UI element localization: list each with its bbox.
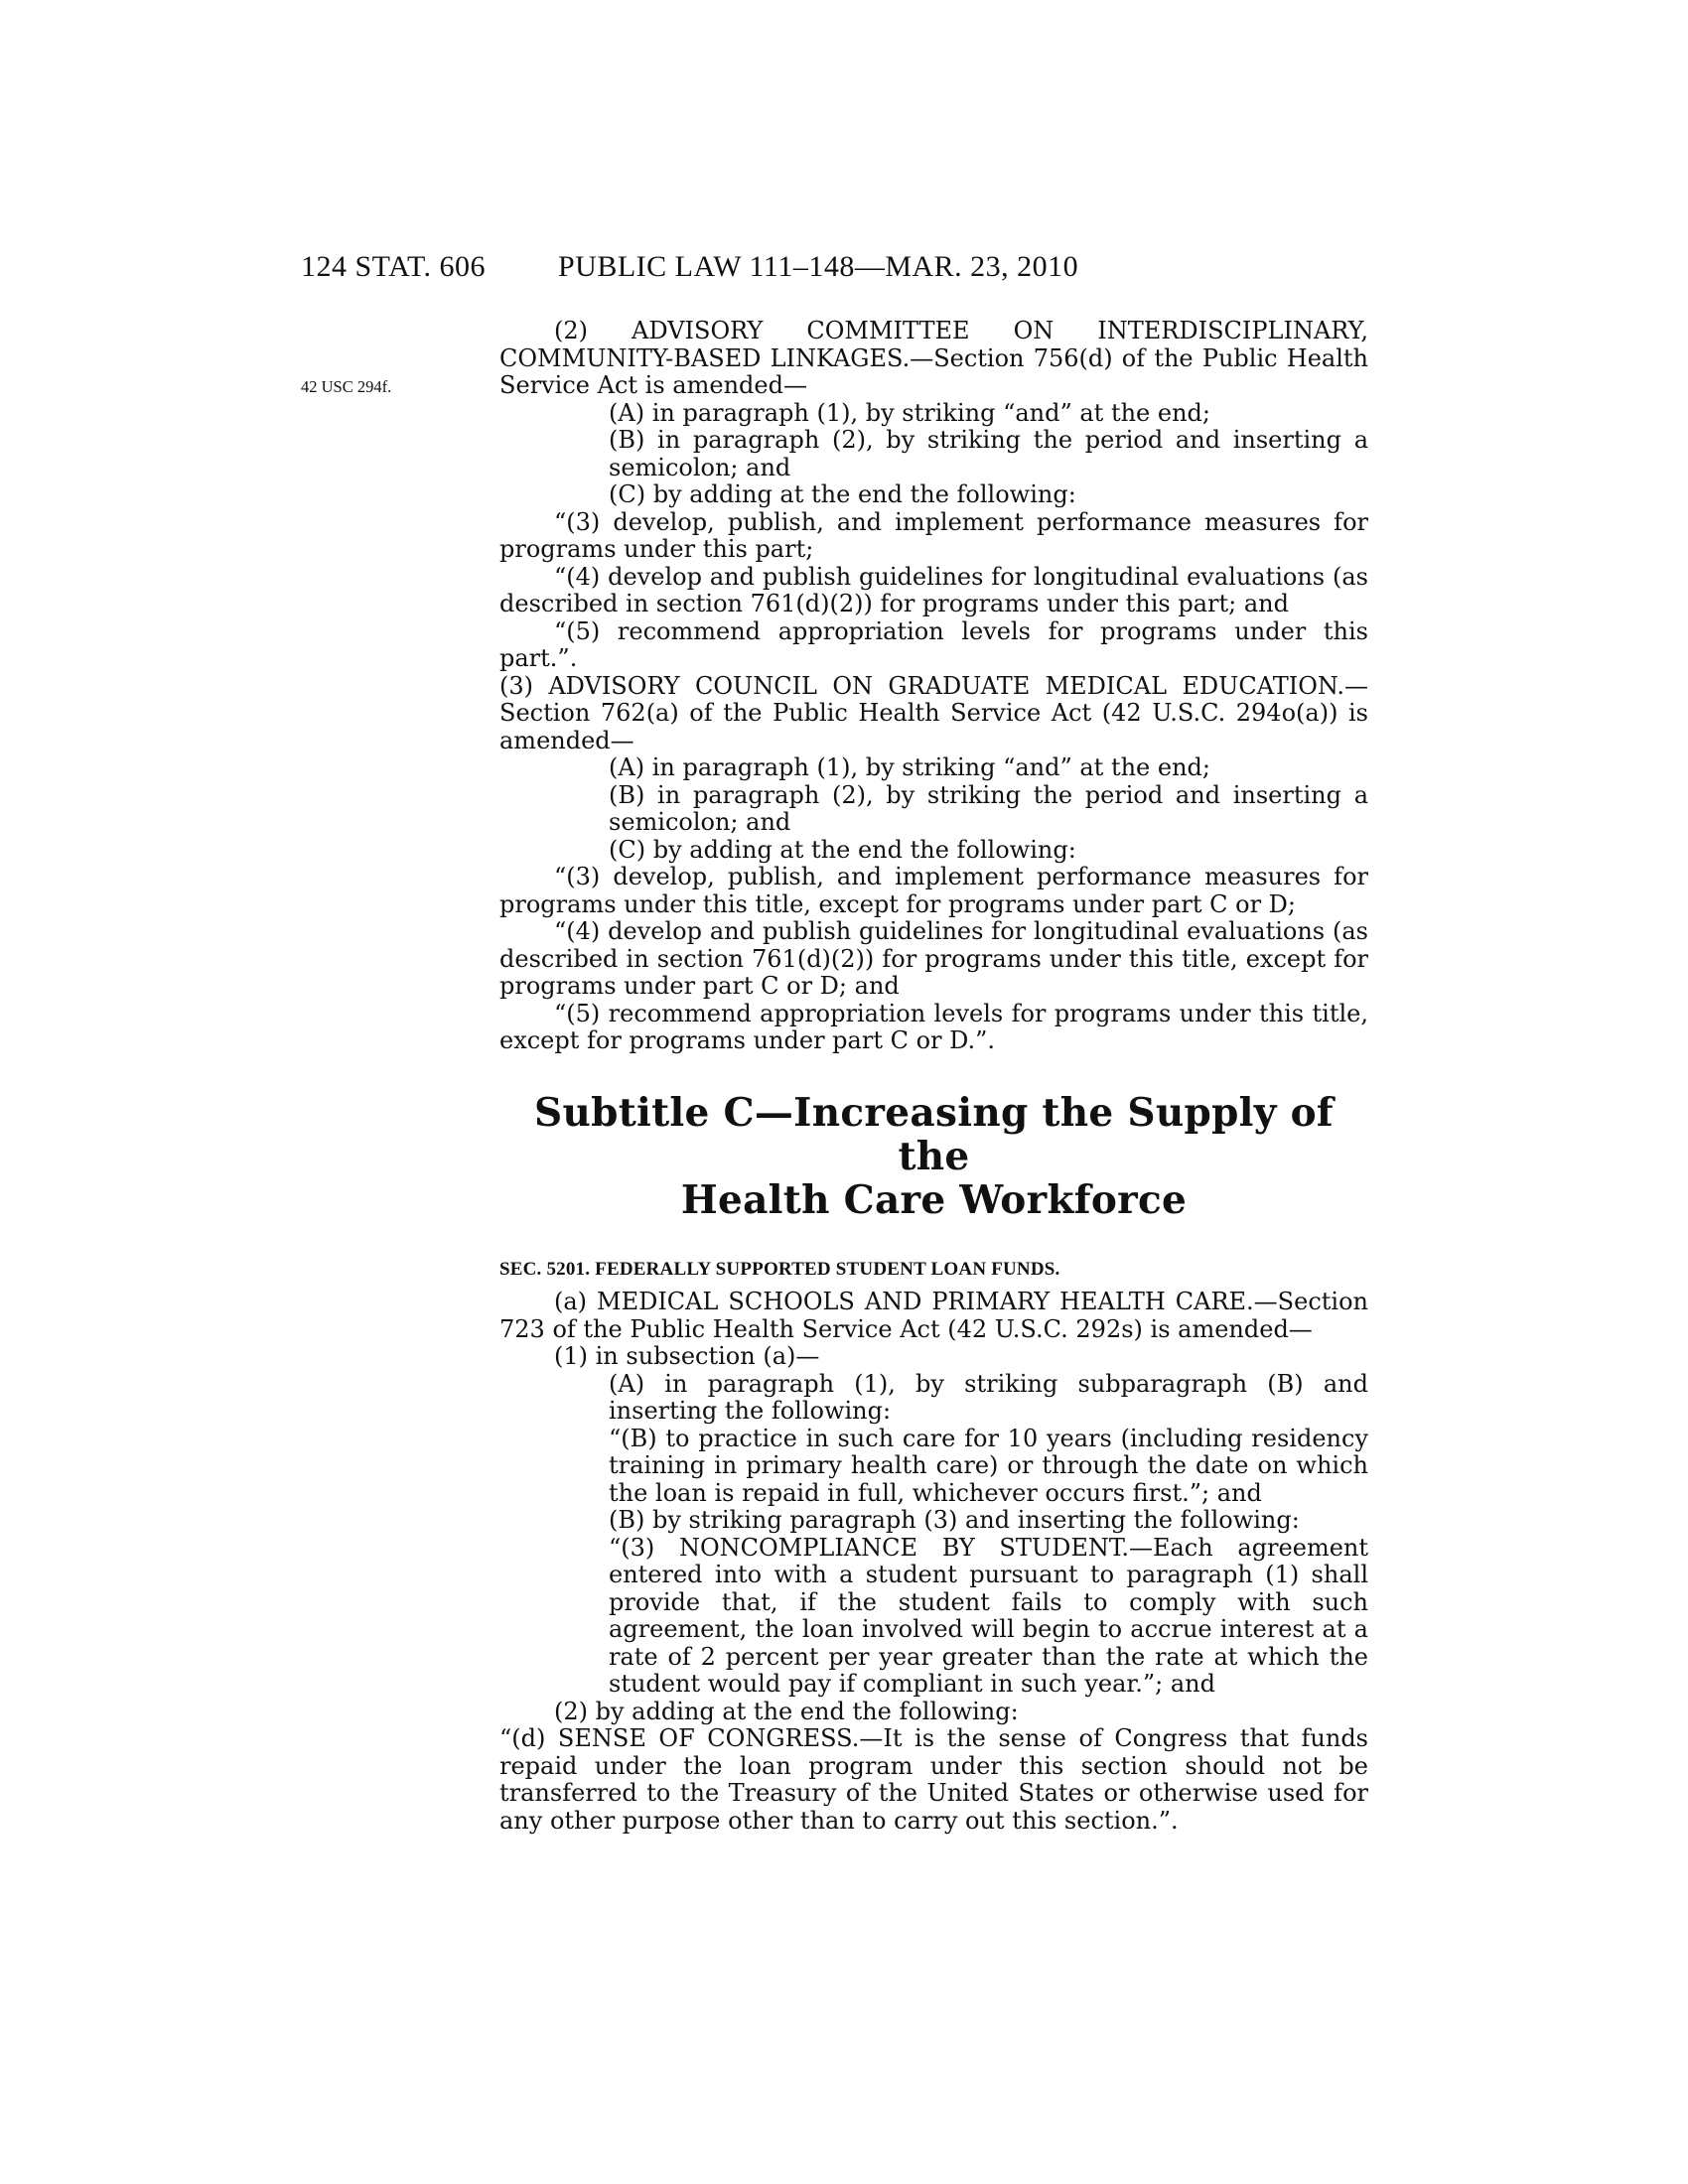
statute-page-number: 124 STAT. 606 <box>301 250 487 283</box>
section-heading: SEC. 5201. FEDERALLY SUPPORTED STUDENT LOAN FUNDS. <box>499 1258 1060 1280</box>
paragraph-3-heading: (3) ADVISORY COUNCIL ON GRADUATE MEDICAL EDUCATION.—Section 762(a) of the Public Health Service Act (42 U.S.C. 294o(a)) is amended— <box>499 671 1368 754</box>
paragraph-2-heading: (2) ADVISORY COMMITTEE ON INTERDISCIPLINARY, COMMUNITY-BASED LINKAGES.—Section 756(d) of the Public Health Service Act is amended— <box>499 317 1368 399</box>
clause-1-A-quote: “(B) to practice in such care for 10 years (including residency training in primary health care) or through the date on which the loan is repaid in full, whichever occurs first.”; and <box>609 1424 1368 1507</box>
subtitle-line-1: Subtitle C—Increasing the Supply of the <box>534 1089 1334 1179</box>
margin-citation: 42 USC 294f. <box>301 377 392 396</box>
subtitle-heading <box>499 1091 1368 1222</box>
quoted-4b: “(4) develop and publish guidelines for longitudinal evaluations (as described in section 761(d)(2)) for programs under this title, except for programs under part C or D; and <box>499 917 1368 1000</box>
paragraph-3-a: (A) in paragraph (1), by striking “and” at the end; <box>609 753 1210 781</box>
clause-1-A: (A) in paragraph (1), by striking subparagraph (B) and inserting the following: <box>609 1369 1368 1425</box>
subsection-d: “(d) SENSE OF CONGRESS.—It is the sense of Congress that funds repaid under the loan program under this section should not be transferred to the Treasury of the United States or otherwise used for any other purpose other than to carry out this section.”. <box>499 1724 1368 1835</box>
quoted-3b: “(3) develop, publish, and implement performance measures for programs under this title, except for programs under part C or D; <box>499 863 1368 918</box>
clause-1-B-quote: “(3) NONCOMPLIANCE BY STUDENT.—Each agreement entered into with a student pursuant to paragraph (1) shall provide that, if the student fails to comply with such agreement, the loan involved will begin to accrue interest at a rate of 2 percent per year greater than the rate at which the student would pay if compliant in such year.”; and <box>609 1533 1368 1698</box>
paragraph-2-a: (A) in paragraph (1), by striking “and” at the end; <box>609 398 1210 427</box>
paragraph-2-b: (B) in paragraph (2), by striking the period and inserting a semicolon; and <box>609 426 1368 481</box>
clause-1: (1) in subsection (a)— <box>554 1342 820 1370</box>
clause-1-B: (B) by striking paragraph (3) and inserting the following: <box>609 1506 1300 1534</box>
paragraph-2-c: (C) by adding at the end the following: <box>609 480 1076 508</box>
clause-2: (2) by adding at the end the following: <box>554 1697 1019 1725</box>
document-body <box>499 318 1368 1835</box>
paragraph-3-b: (B) in paragraph (2), by striking the period and inserting a semicolon; and <box>609 780 1368 836</box>
running-head: PUBLIC LAW 111–148—MAR. 23, 2010 <box>558 250 1079 283</box>
subtitle-line-2: Health Care Workforce <box>680 1176 1188 1223</box>
quoted-3: “(3) develop, publish, and implement performance measures for programs under this part; <box>499 507 1368 563</box>
quoted-4: “(4) develop and publish guidelines for longitudinal evaluations (as described in section 761(d)(2)) for programs under this part; and <box>499 562 1368 617</box>
paragraph-3-c: (C) by adding at the end the following: <box>609 835 1076 864</box>
quoted-5b: “(5) recommend appropriation levels for programs under this title, except for programs under part C or D.”. <box>499 999 1368 1054</box>
quoted-5: “(5) recommend appropriation levels for programs under this part.”. <box>499 616 1368 672</box>
subsection-a-heading: (a) MEDICAL SCHOOLS AND PRIMARY HEALTH CARE.—Section 723 of the Public Health Service Act (42 U.S.C. 292s) is amended— <box>499 1288 1368 1343</box>
